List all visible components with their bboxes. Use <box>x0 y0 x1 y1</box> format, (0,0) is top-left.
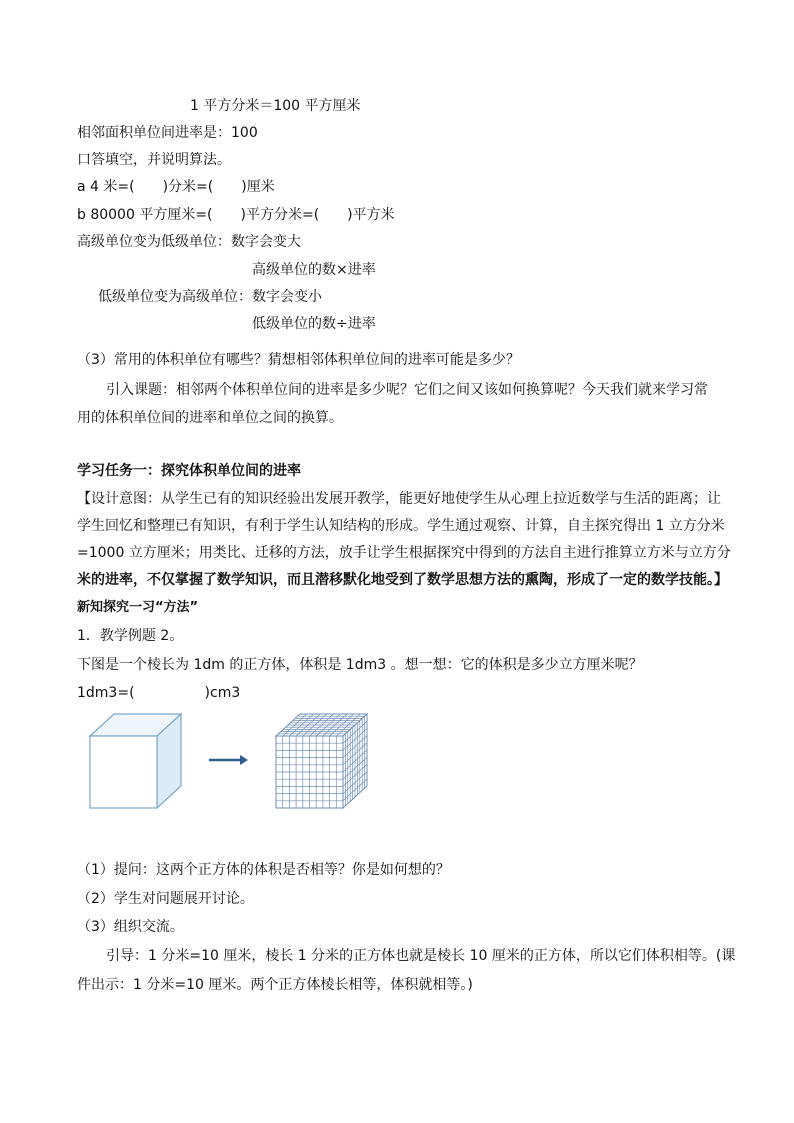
intro-line-2: 用的体积单位间的进率和单位之间的换算。 <box>77 410 343 426</box>
step-3: （3）组织交流。 <box>77 919 184 935</box>
area-unit-equation: 1 平方分米＝100 平方厘米 <box>190 98 361 114</box>
rule-high-to-low: 高级单位变为低级单位：数字会变大 <box>77 234 301 250</box>
example-title: 1．教学例题 2。 <box>77 628 184 644</box>
design-intent-line-4: 米的进率，不仅掌握了数学知识，而且潜移默化地受到了数学思想方法的熏陶，形成了一定的数学技能。】 <box>77 572 728 588</box>
design-intent-line-3: =1000 立方厘米；用类比、迁移的方法，放手让学生根据探究中得到的方法自主进行推算立方米与立方分 <box>77 545 731 561</box>
guidance-line-2: 件出示：1 分米=10 厘米。两个正方体棱长相等，体积就相等。) <box>77 977 473 993</box>
exercise-a: a 4 米=( )分米=( )厘米 <box>77 179 275 195</box>
exercise-b: b 80000 平方厘米=( )平方分米=( )平方米 <box>77 207 395 223</box>
rule-low-to-high-formula: 低级单位的数÷进率 <box>252 316 376 332</box>
rule-high-to-low-formula: 高级单位的数×进率 <box>252 262 376 278</box>
intro-line-1: 引入课题：相邻两个体积单位间的进率是多少呢？它们之间又该如何换算呢？今天我们就来学习常 <box>106 382 708 398</box>
area-rate-statement: 相邻面积单位间进率是：100 <box>77 125 258 141</box>
step-1: （1）提问：这两个正方体的体积是否相等？你是如何想的？ <box>77 862 450 878</box>
example-question: 下图是一个棱长为 1dm 的正方体，体积是 1dm3 。想一想：它的体积是多少立方厘米呢？ <box>77 657 643 673</box>
subheading: 新知探究一习“方法” <box>77 600 199 615</box>
cube-illustration <box>80 708 380 818</box>
rule-low-to-high: 低级单位变为高级单位：数字会变小 <box>98 289 322 305</box>
design-intent-line-2: 学生回忆和整理已有知识，有利于学生认知结构的形成。学生通过观察、计算，自主探究得出 1 立方分米 <box>77 518 725 534</box>
arrow-icon <box>209 755 248 765</box>
guidance-line-1: 引导：1 分米=10 厘米，棱长 1 分米的正方体也就是棱长 10 厘米的正方体，所以它们体积相等。(课 <box>106 948 736 964</box>
gridded-cube <box>276 714 367 808</box>
plain-cube <box>90 714 181 808</box>
question-3: （3）常用的体积单位有哪些？猜想相邻体积单位间的进率可能是多少？ <box>77 352 520 368</box>
oral-fill-instruction: 口答填空，并说明算法。 <box>77 152 231 168</box>
step-2: （2）学生对问题展开讨论。 <box>77 891 254 907</box>
task-heading: 学习任务一：探究体积单位间的进率 <box>77 463 301 479</box>
design-intent-line-1: 【设计意图：从学生已有的知识经验出发展开教学，能更好地使学生从心理上拉近数学与生活的距离；让 <box>77 491 721 507</box>
conversion-blank: 1dm3=( )cm3 <box>77 685 241 701</box>
